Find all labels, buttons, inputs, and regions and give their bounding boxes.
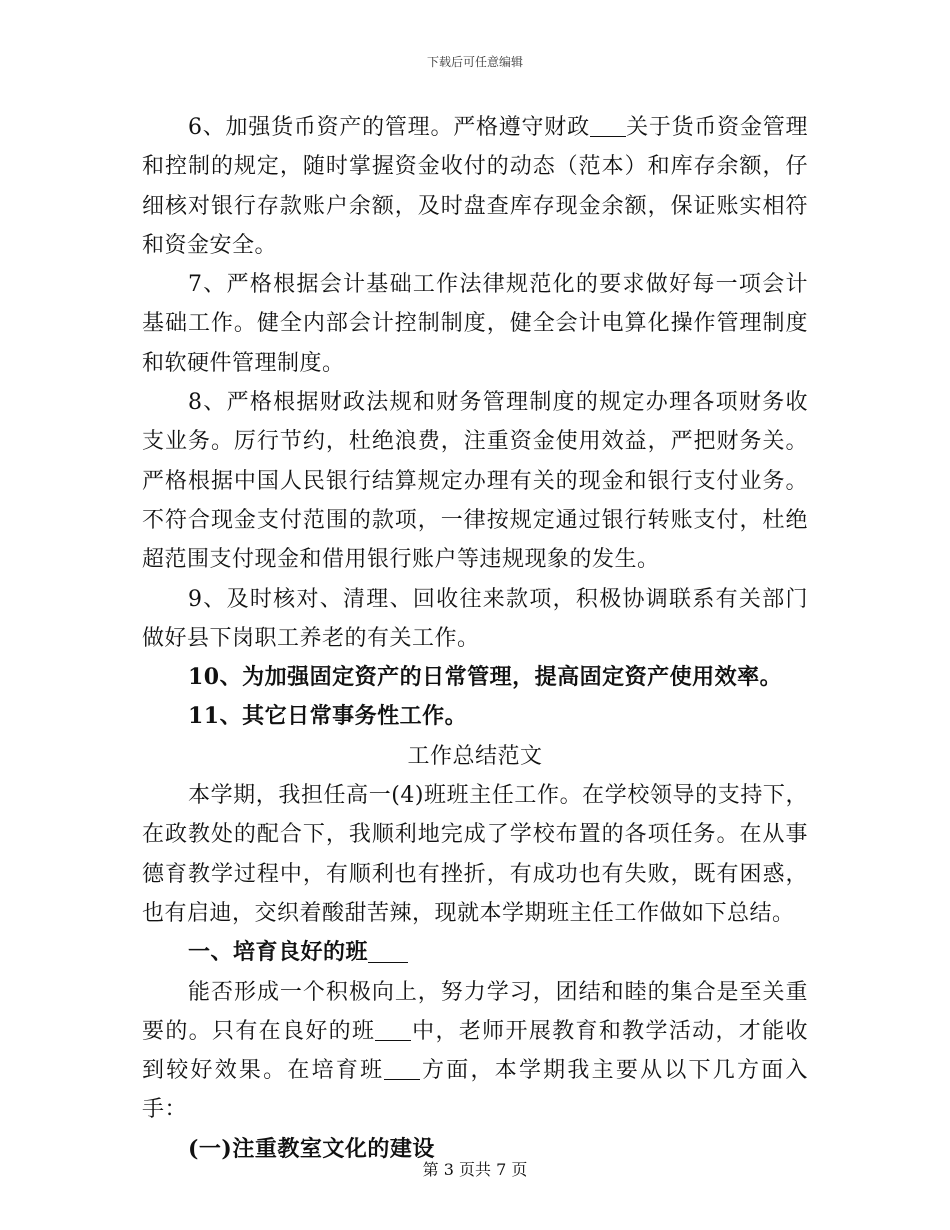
page-header: 下载后可任意编辑 (426, 55, 523, 69)
heading-1-text: 一、培育良好的班 (188, 939, 369, 966)
fill-blank (384, 1057, 420, 1080)
document-body (142, 108, 808, 1169)
paragraph-9: 9、及时核对、清理、回收往来款项，积极协调联系有关部门做好县下岗职工养老的有关工作。 (142, 586, 808, 651)
fill-blank (368, 940, 408, 963)
page-footer: 第 3 页共 7 页 (422, 1160, 528, 1179)
paragraph-11: 11、其它日常事务性工作。 (188, 703, 468, 730)
fill-blank (375, 1018, 411, 1041)
section-title: 工作总结范文 (407, 743, 543, 769)
fill-blank (590, 114, 626, 137)
body-1-part-c: 方面，本学期我主要从以下几方面入手： (142, 1058, 808, 1123)
paragraph-6 (142, 108, 808, 265)
paragraph-6-part-a: 6、加强货币资产的管理。严格遵守财政 (188, 115, 590, 140)
paragraph-10: 10、为加强固定资产的日常管理，提高固定资产使用效率。 (188, 664, 783, 691)
paragraph-6-part-b: 关于货币资金管理和控制的规定，随时掌握资金收付的动态（范本）和库存余额，仔细核对银行存款账户余额，及时盘查库存现金余额，保证账实相符和资金安全。 (142, 115, 808, 258)
paragraph-7: 7、严格根据会计基础工作法律规范化的要求做好每一项会计基础工作。健全内部会计控制制度，健全会计电算化操作管理制度和软硬件管理制度。 (142, 272, 808, 376)
heading-1 (142, 933, 808, 972)
subheading-1: (一)注重教室文化的建设 (188, 1135, 435, 1162)
body-paragraph-1 (142, 973, 808, 1130)
intro-paragraph: 本学期，我担任高一(4)班班主任工作。在学校领导的支持下，在政教处的配合下，我顺利地完成了学校布置的各项任务。在从事德育教学过程中，有顺利也有挫折，有成功也有失败，既有困惑，也有启迪，交织着酸甜苦辣，现就本学期班主任工作做如下总结。 (142, 783, 808, 926)
paragraph-8: 8、严格根据财政法规和财务管理制度的规定办理各项财务收支业务。厉行节约，杜绝浪费，注重资金使用效益，严把财务关。严格根据中国人民银行结算规定办理有关的现金和银行支付业务。不符合现金支付范围的款项，一律按规定通过银行转账支付，杜绝超范围支付现金和借用银行账户等违规现象的发生。 (142, 390, 808, 573)
body-1-part-b: 中，老师开展教育和教学活动，才能收到较好效果。在培育班 (142, 1018, 808, 1084)
body-1-part-a: 能否形成一个积极向上，努力学习，团结和睦的集合是至关重要的。只有在良好的班 (142, 979, 808, 1044)
